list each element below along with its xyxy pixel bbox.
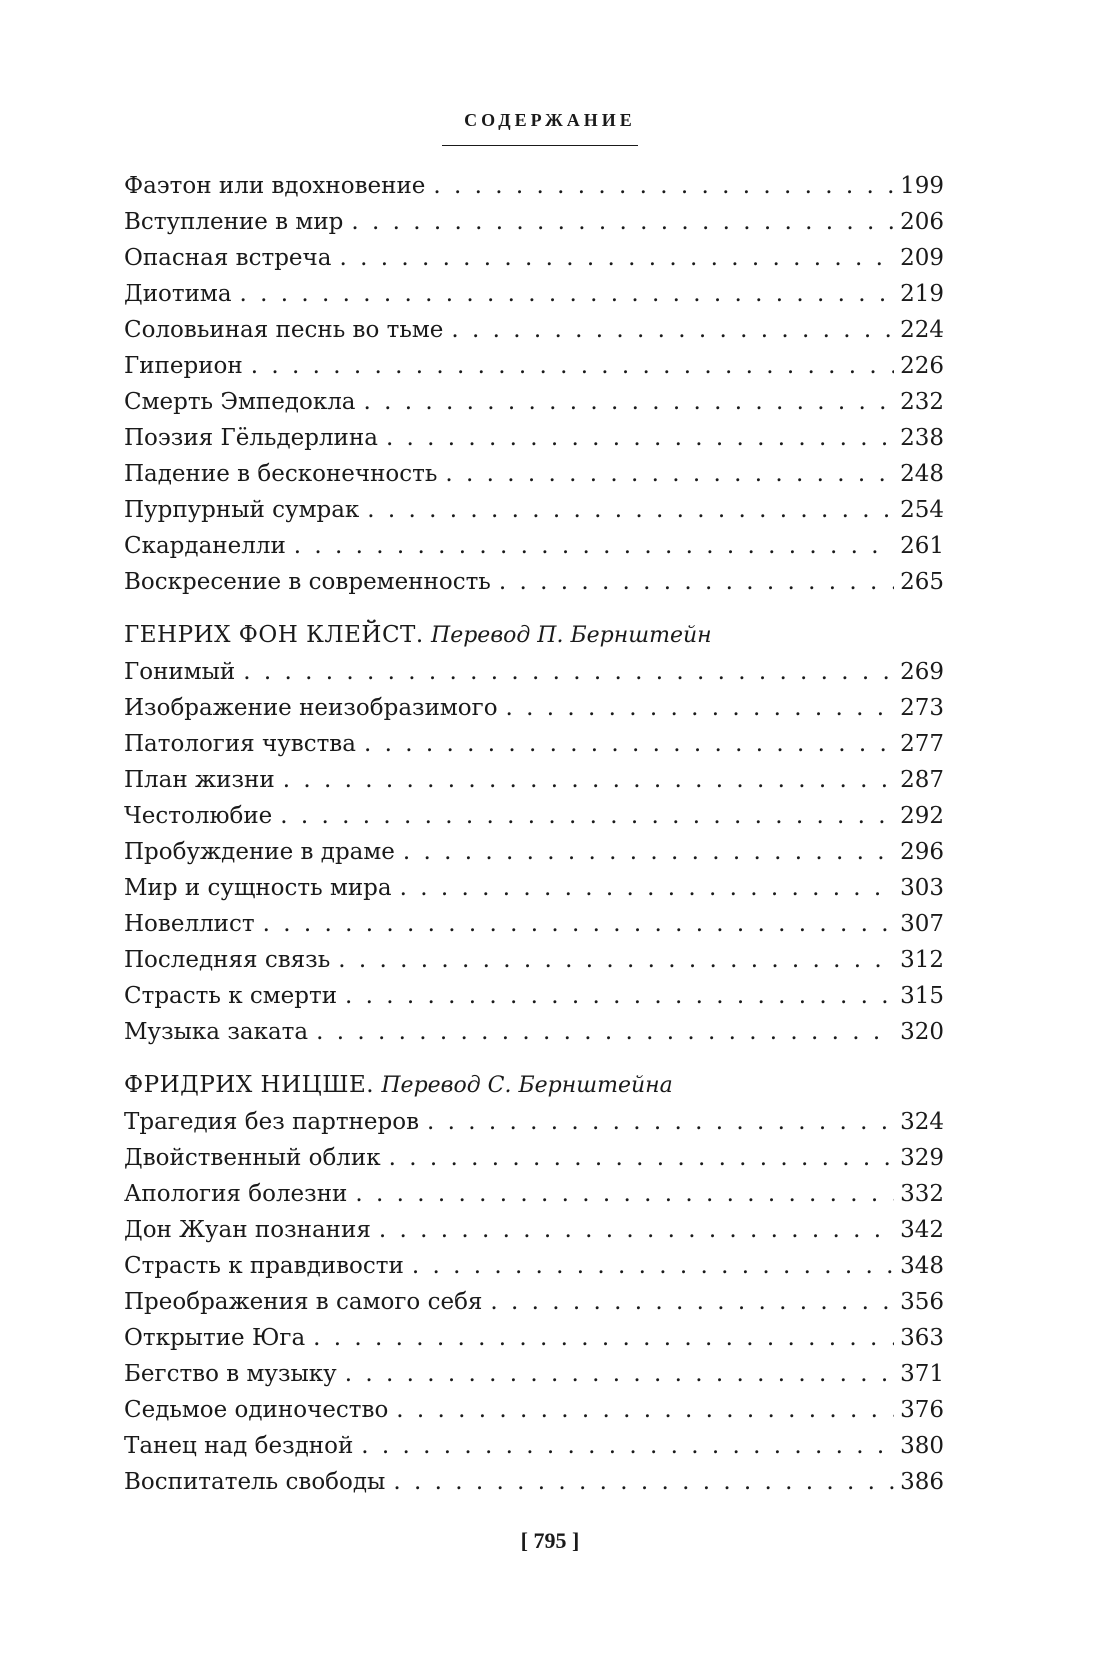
- toc-entry: [124, 1392, 944, 1428]
- dot-leader: [427, 1104, 894, 1140]
- toc-entry-title: План жизни: [124, 767, 275, 793]
- toc-entry-page: 303: [900, 875, 944, 901]
- toc-entry: [124, 1284, 944, 1320]
- toc-entry-page: 296: [900, 839, 944, 865]
- toc-entry-title: Танец над бездной: [124, 1433, 354, 1459]
- toc-entry: [124, 1248, 944, 1284]
- toc-entry-title: Изображение неизобразимого: [124, 695, 498, 721]
- toc-entry: [124, 492, 944, 528]
- toc-entry: [124, 1428, 944, 1464]
- dot-leader: [263, 906, 894, 942]
- dot-leader: [251, 348, 894, 384]
- toc-entry-page: 273: [900, 695, 944, 721]
- toc-entry-title: Пробуждение в драме: [124, 839, 395, 865]
- dot-leader: [240, 276, 895, 312]
- dot-leader: [506, 690, 895, 726]
- running-head-rule: [442, 145, 638, 146]
- toc-entry-title: Фаэтон или вдохновение: [124, 173, 426, 199]
- dot-leader: [393, 1464, 894, 1500]
- toc-entry: [124, 1320, 944, 1356]
- toc-entry-title: Последняя связь: [124, 947, 331, 973]
- toc-entry-page: 371: [900, 1361, 944, 1387]
- toc-entry-page: 315: [900, 983, 944, 1009]
- section-gap: [124, 1050, 944, 1066]
- toc-entry: [124, 906, 944, 942]
- toc-entry-title: Воспитатель свободы: [124, 1469, 386, 1495]
- toc-entry-title: Опасная встреча: [124, 245, 332, 271]
- toc-entry-title: Страсть к смерти: [124, 983, 338, 1009]
- toc-entry-page: 324: [900, 1109, 944, 1135]
- section-heading: [124, 616, 944, 654]
- dot-leader: [313, 1320, 894, 1356]
- toc-entry-page: 265: [900, 569, 944, 595]
- toc-entry-page: 209: [900, 245, 944, 271]
- dot-leader: [403, 834, 894, 870]
- toc-entry-title: Вступление в мир: [124, 209, 344, 235]
- toc-entry: [124, 978, 944, 1014]
- toc-entry-page: 238: [900, 425, 944, 451]
- table-of-contents: [124, 168, 944, 1500]
- toc-entry-page: 277: [900, 731, 944, 757]
- toc-entry-page: 254: [900, 497, 944, 523]
- section-gap: [124, 600, 944, 616]
- dot-leader: [339, 240, 894, 276]
- dot-leader: [361, 1428, 894, 1464]
- toc-entry-title: Гиперион: [124, 353, 243, 379]
- toc-entry-title: Скарданелли: [124, 533, 286, 559]
- dot-leader: [294, 528, 894, 564]
- toc-entry: [124, 870, 944, 906]
- toc-entry-title: Открытие Юга: [124, 1325, 306, 1351]
- section-translator: Перевод П. Бернштейн: [431, 623, 712, 648]
- toc-entry-page: 332: [900, 1181, 944, 1207]
- toc-entry: [124, 348, 944, 384]
- section-author: ФРИДРИХ НИЦШЕ.: [124, 1072, 375, 1098]
- toc-entry-page: 226: [900, 353, 944, 379]
- toc-entry-page: 348: [900, 1253, 944, 1279]
- toc-entry-title: Двойственный облик: [124, 1145, 381, 1171]
- dot-leader: [412, 1248, 894, 1284]
- toc-entry-page: 312: [900, 947, 944, 973]
- toc-entry-page: 292: [900, 803, 944, 829]
- toc-entry-page: 224: [900, 317, 944, 343]
- toc-entry-title: Мир и сущность мира: [124, 875, 392, 901]
- toc-entry-title: Поэзия Гёльдерлина: [124, 425, 378, 451]
- toc-entry-title: Пурпурный сумрак: [124, 497, 360, 523]
- toc-entry-page: 356: [900, 1289, 944, 1315]
- toc-entry-page: 342: [900, 1217, 944, 1243]
- toc-entry-title: Дон Жуан познания: [124, 1217, 371, 1243]
- toc-entry-title: Трагедия без партнеров: [124, 1109, 420, 1135]
- toc-entry-title: Диотима: [124, 281, 232, 307]
- toc-entry: [124, 1140, 944, 1176]
- page-number: [ 795 ]: [520, 1528, 580, 1553]
- dot-leader: [396, 1392, 894, 1428]
- toc-entry: [124, 204, 944, 240]
- dot-leader: [355, 1176, 894, 1212]
- toc-entry-title: Воскресение в современность: [124, 569, 491, 595]
- toc-entry: [124, 942, 944, 978]
- toc-entry: [124, 1014, 944, 1050]
- running-head: СОДЕРЖАНИЕ: [464, 110, 636, 130]
- toc-entry: [124, 420, 944, 456]
- toc-entry-page: 320: [900, 1019, 944, 1045]
- toc-entry: [124, 456, 944, 492]
- toc-entry-page: 199: [900, 173, 944, 199]
- dot-leader: [280, 798, 894, 834]
- dot-leader: [338, 942, 894, 978]
- toc-entry-title: Патология чувства: [124, 731, 356, 757]
- toc-entry-page: 232: [900, 389, 944, 415]
- toc-entry: [124, 762, 944, 798]
- toc-entry-title: Падение в бесконечность: [124, 461, 438, 487]
- toc-entry: [124, 1104, 944, 1140]
- dot-leader: [400, 870, 894, 906]
- toc-entry-page: 206: [900, 209, 944, 235]
- toc-entry: [124, 1356, 944, 1392]
- toc-entry-title: Страсть к правдивости: [124, 1253, 404, 1279]
- toc-entry-page: 269: [900, 659, 944, 685]
- toc-entry-page: 287: [900, 767, 944, 793]
- dot-leader: [351, 204, 894, 240]
- toc-entry-title: Апология болезни: [124, 1181, 348, 1207]
- toc-entry-page: 329: [900, 1145, 944, 1171]
- dot-leader: [499, 564, 894, 600]
- toc-entry-title: Гонимый: [124, 659, 236, 685]
- dot-leader: [379, 1212, 894, 1248]
- toc-entry: [124, 276, 944, 312]
- dot-leader: [433, 168, 894, 204]
- section-heading: [124, 1066, 944, 1104]
- dot-leader: [345, 1356, 894, 1392]
- toc-entry-page: 380: [900, 1433, 944, 1459]
- dot-leader: [364, 384, 895, 420]
- toc-entry: [124, 312, 944, 348]
- toc-entry-title: Преображения в самого себя: [124, 1289, 483, 1315]
- dot-leader: [364, 726, 894, 762]
- toc-entry-title: Седьмое одиночество: [124, 1397, 389, 1423]
- toc-entry: [124, 168, 944, 204]
- toc-entry: [124, 798, 944, 834]
- toc-entry-title: Музыка заката: [124, 1019, 309, 1045]
- dot-leader: [451, 312, 894, 348]
- section-translator: Перевод С. Бернштейна: [381, 1073, 673, 1098]
- toc-entry-page: 261: [900, 533, 944, 559]
- toc-entry: [124, 654, 944, 690]
- dot-leader: [243, 654, 894, 690]
- toc-entry: [124, 1464, 944, 1500]
- toc-entry-title: Новеллист: [124, 911, 255, 937]
- toc-entry-title: Бегство в музыку: [124, 1361, 337, 1387]
- toc-entry: [124, 384, 944, 420]
- toc-entry: [124, 564, 944, 600]
- toc-entry-page: 363: [900, 1325, 944, 1351]
- toc-entry: [124, 1176, 944, 1212]
- dot-leader: [283, 762, 894, 798]
- toc-entry: [124, 690, 944, 726]
- toc-entry-page: 219: [900, 281, 944, 307]
- dot-leader: [386, 420, 894, 456]
- section-author: ГЕНРИХ ФОН КЛЕЙСТ.: [124, 622, 424, 648]
- dot-leader: [389, 1140, 894, 1176]
- toc-entry-title: Смерть Эмпедокла: [124, 389, 356, 415]
- toc-entry-title: Честолюбие: [124, 803, 273, 829]
- dot-leader: [367, 492, 894, 528]
- toc-entry: [124, 528, 944, 564]
- toc-entry-title: Соловьиная песнь во тьме: [124, 317, 444, 343]
- toc-entry-page: 376: [900, 1397, 944, 1423]
- dot-leader: [345, 978, 894, 1014]
- toc-entry: [124, 726, 944, 762]
- toc-entry-page: 248: [900, 461, 944, 487]
- dot-leader: [490, 1284, 894, 1320]
- dot-leader: [316, 1014, 894, 1050]
- toc-entry: [124, 240, 944, 276]
- toc-entry-page: 386: [900, 1469, 944, 1495]
- toc-entry: [124, 834, 944, 870]
- dot-leader: [445, 456, 894, 492]
- toc-entry-page: 307: [900, 911, 944, 937]
- toc-entry: [124, 1212, 944, 1248]
